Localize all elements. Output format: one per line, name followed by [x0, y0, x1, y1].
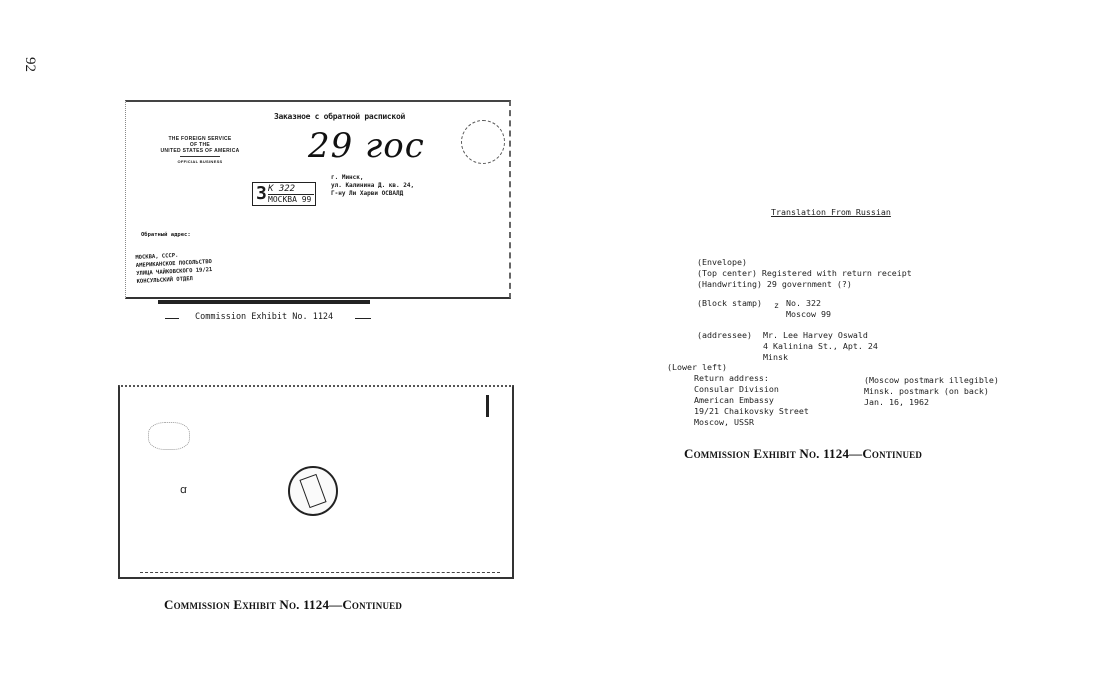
page-number: 92 — [22, 57, 38, 72]
pen-mark-icon: ꭤ — [180, 483, 187, 496]
translation-return-line: American Embassy — [694, 395, 774, 405]
translation-addressee-line: 4 Kalinina St., Apt. 24 — [763, 341, 878, 351]
translation-return-line: 19/21 Chaikovsky Street — [694, 406, 809, 416]
translation-return-line: Return address: — [694, 373, 769, 383]
address-line: г. Минск, — [331, 174, 364, 181]
translation-block-stamp-label: (Block stamp) — [697, 298, 762, 308]
envelope-front — [125, 100, 511, 299]
registered-label: Заказное с обратной распиской — [274, 112, 405, 121]
translation-addressee-line: Mr. Lee Harvey Oswald — [763, 330, 868, 340]
return-address-label: Обратный адрес: — [141, 232, 191, 238]
translation-block-stamp-city: Moscow 99 — [786, 309, 831, 319]
edge-smudge — [140, 572, 500, 576]
block-stamp — [252, 182, 316, 206]
foreign-service-line: UNITED STATES OF AMERICA — [160, 148, 240, 154]
handwriting-note: 29 гос — [308, 126, 425, 166]
foreign-service-block — [140, 136, 260, 165]
foreign-service-line: OF THE — [189, 142, 211, 148]
block-stamp-number: К 322 — [268, 184, 296, 194]
translation-top-center: (Top center) Registered with return receipt — [697, 268, 912, 278]
translation-postmark-line: (Moscow postmark illegible) — [864, 375, 999, 385]
translation-block-stamp-no: No. 322 — [786, 298, 821, 308]
faint-postmark-icon — [148, 422, 190, 450]
translation-block-stamp-z: z — [774, 300, 779, 310]
recipient-address — [331, 174, 414, 198]
flap-mark — [486, 395, 489, 417]
postmark-back-icon — [288, 466, 338, 516]
divider — [165, 318, 179, 319]
translation-addressee-label: (addressee) — [697, 330, 752, 340]
return-address-line: МОСКВА, СССР. — [135, 252, 179, 262]
translation-envelope: (Envelope) — [697, 257, 747, 267]
return-address-line: АМЕРИКАНСКОЕ ПОСОЛЬСТВО — [135, 259, 213, 269]
translation-handwriting: (Handwriting) 29 government (?) — [697, 279, 852, 289]
translation-title: Translation From Russian — [771, 207, 891, 217]
block-stamp-city: МОСКВА 99 — [268, 194, 314, 204]
divider — [180, 156, 220, 157]
return-address-line: КОНСУЛЬСКИЙ ОТДЕЛ — [136, 276, 194, 285]
foreign-service-line: THE FOREIGN SERVICE — [168, 136, 232, 142]
translation-caption: Commission Exhibit No. 1124—Continued — [684, 446, 923, 461]
return-address-line: УЛИЦА ЧАЙКОВСКОГО 19/21 — [136, 267, 213, 277]
divider-bar — [158, 300, 370, 304]
front-caption: Commission Exhibit No. 1124 — [195, 312, 334, 322]
address-line: ул. Калинина Д. кв. 24, — [331, 182, 415, 189]
block-stamp-letter: З — [256, 183, 267, 204]
address-line: Г-ну Ли Харви ОСВАЛД — [331, 190, 404, 197]
translation-lower-left: (Lower left) — [667, 362, 727, 372]
translation-return-line: Moscow, USSR — [694, 417, 754, 427]
translation-postmark-line: Jan. 16, 1962 — [864, 397, 929, 407]
postmark-front-icon — [461, 120, 505, 164]
divider — [355, 318, 371, 319]
return-address — [135, 250, 213, 286]
translation-postmark-line: Minsk. postmark (on back) — [864, 386, 989, 396]
foreign-service-line: OFFICIAL BUSINESS — [177, 159, 223, 164]
back-caption: Commission Exhibit No. 1124—Continued — [164, 597, 403, 612]
translation-addressee-line: Minsk — [763, 352, 788, 362]
translation-return-line: Consular Division — [694, 384, 779, 394]
